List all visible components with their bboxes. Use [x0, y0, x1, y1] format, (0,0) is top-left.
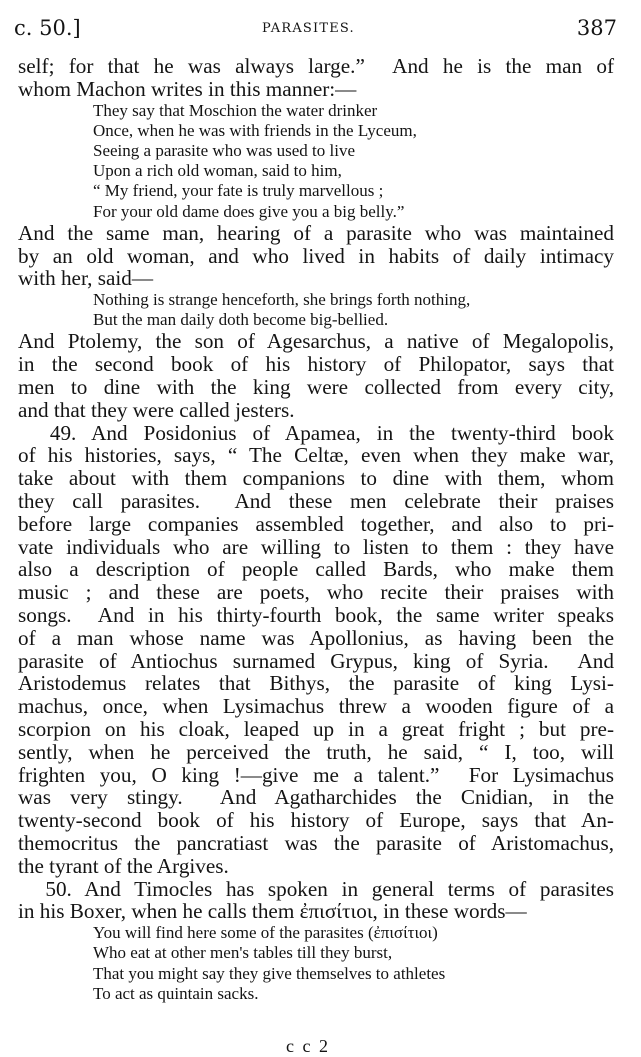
verse-line: You will find here some of the parasites (ἐπισίτιοι) — [93, 923, 438, 943]
signature-mark: c c 2 — [286, 1036, 330, 1056]
text-line: whom Machon writes in this manner:— — [18, 76, 357, 101]
text-line: 50. And Timocles has spoken in general terms of parasites — [18, 876, 614, 901]
text-line: sently, when he perceived the truth, he said, “ I, too, will — [18, 739, 614, 764]
verse-line: Seeing a parasite who was used to live — [93, 140, 356, 160]
prose-paragraph — [18, 878, 614, 924]
verse-line: They say that Moschion the water drinker — [93, 100, 378, 120]
text-line: songs. And in his thirty-fourth book, the same writer speaks — [18, 603, 614, 628]
text-line: twenty-second book of his history of Europe, says that An- — [18, 808, 614, 833]
text-line: before large companies assembled together, and also to pri- — [18, 511, 614, 536]
verse-line: That you might say they give themselves to athletes — [93, 963, 446, 983]
verse-line: To act as quintain sacks. — [93, 983, 259, 1003]
prose-paragraph — [18, 222, 614, 290]
text-line: also a description of people called Bards, who make them — [18, 557, 614, 582]
text-line: take about with them companions to dine with them, whom — [18, 466, 614, 491]
verse-line: Once, when he was with friends in the Lyceum, — [93, 120, 417, 140]
verse-line: Nothing is strange henceforth, she brings forth nothing, — [93, 290, 471, 310]
text-line: the tyrant of the Argives. — [18, 853, 229, 878]
prose-paragraph — [18, 330, 614, 421]
text-line: self; for that he was always large.” And he is the man of — [18, 54, 614, 78]
text-line: scorpion on his cloak, leaped up in a great fright ; but pre- — [18, 717, 614, 742]
text-line: frighten you, O king !—give me a talent.” For Lysimachus — [18, 762, 614, 787]
verse-line: For your old dame does give you a big belly.” — [93, 201, 405, 221]
text-line: And the same man, hearing of a parasite who was maintained — [18, 220, 614, 245]
text-line: machus, once, when Lysimachus threw a wooden figure of a — [18, 694, 614, 719]
text-line: 49. And Posidonius of Apamea, in the twenty-third book — [18, 420, 614, 445]
text-line: themocritus the pancratiast was the parasite of Aristomachus, — [18, 831, 614, 856]
verse-quotation — [18, 101, 614, 222]
text-line: of his histories, says, “ The Celtæ, even when they make war, — [18, 443, 614, 468]
text-line: And Ptolemy, the son of Agesarchus, a native of Megalopolis, — [18, 329, 614, 354]
prose-paragraph — [18, 422, 614, 878]
text-line: they call parasites. And these men celebrate their praises — [18, 489, 614, 514]
chapter-reference: c. 50.] — [14, 16, 81, 40]
text-line: with her, said— — [18, 266, 154, 291]
text-line: parasite of Antiochus surnamed Grypus, king of Syria. And — [18, 648, 614, 673]
running-title: PARASITES. — [262, 21, 355, 36]
verse-quotation — [18, 290, 614, 330]
text-line: of a man whose name was Apollonius, as having been the — [18, 625, 614, 650]
text-line: in his Boxer, when he calls them ἐπισίτιοι, in these words— — [18, 899, 527, 924]
verse-line: Upon a rich old woman, said to him, — [93, 161, 342, 181]
prose-paragraph — [18, 55, 614, 101]
verse-quotation — [18, 923, 614, 1004]
text-line: men to dine with the king were collected from every city, — [18, 375, 614, 400]
page-number: 387 — [576, 16, 617, 40]
text-line: Aristodemus relates that Bithys, the parasite of king Lysi- — [18, 671, 614, 696]
page-body — [18, 55, 614, 1004]
verse-line: “ My friend, your fate is truly marvellous ; — [93, 181, 384, 201]
text-line: and that they were called jesters. — [18, 397, 295, 422]
text-line: vate individuals who are willing to listen to them : they have — [18, 534, 614, 559]
text-line: by an old woman, and who lived in habits of daily intimacy — [18, 243, 614, 268]
text-line: was very stingy. And Agatharchides the Cnidian, in the — [18, 785, 614, 810]
verse-line: But the man daily doth become big-bellied. — [93, 310, 389, 330]
running-header — [14, 16, 617, 44]
text-line: music ; and these are poets, who recite their praises with — [18, 580, 614, 605]
verse-line: Who eat at other men's tables till they burst, — [93, 943, 393, 963]
text-line: in the second book of his history of Philopator, says that — [18, 352, 614, 377]
